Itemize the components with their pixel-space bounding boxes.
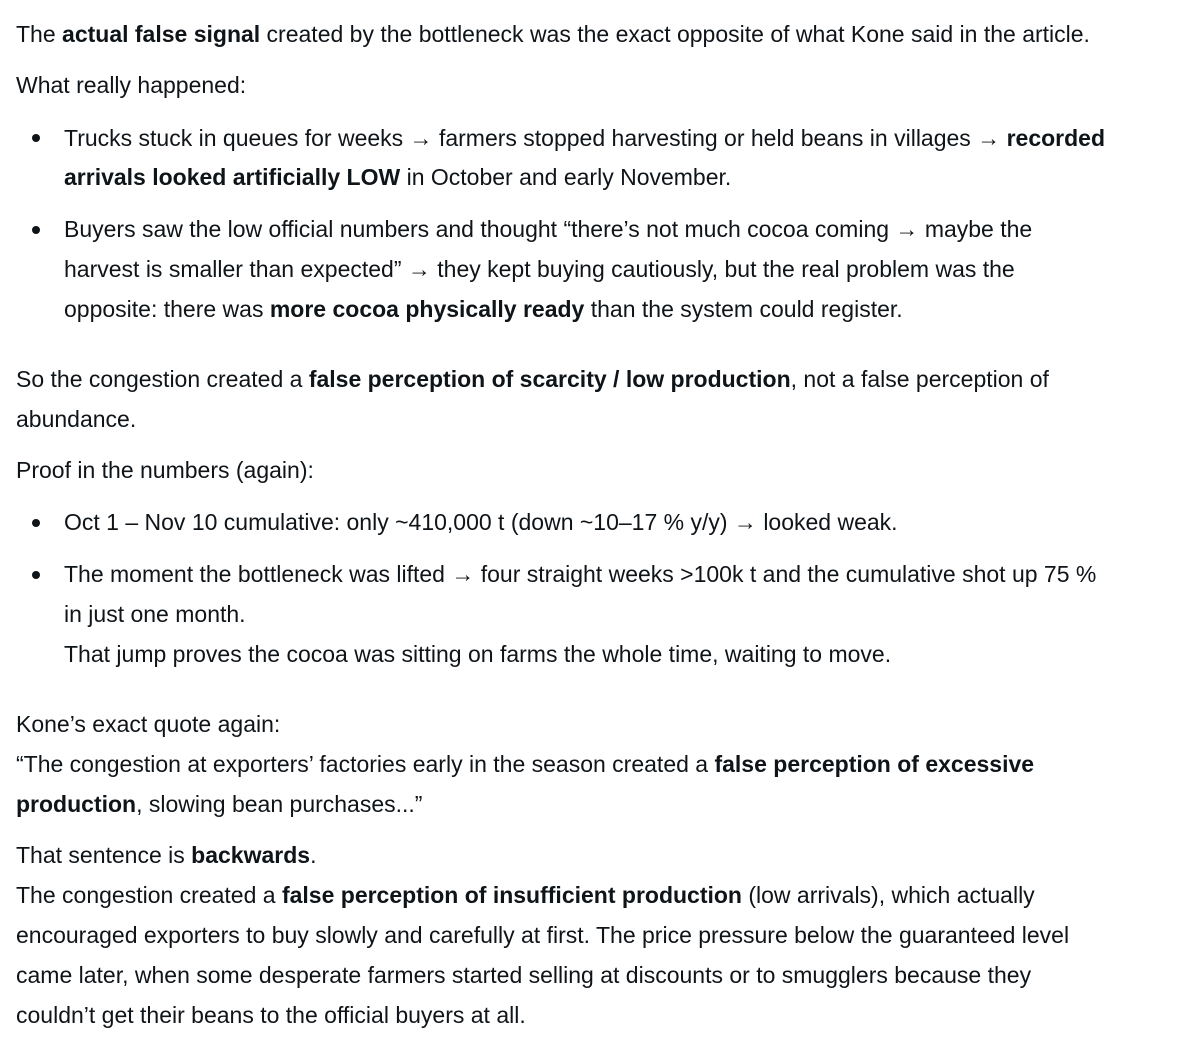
bullet4-line1: The moment the bottleneck was lifted → four straight weeks >100k t and the cumulative shot up 75 % [64,561,1097,587]
text: . [310,842,317,868]
text: So the congestion created a [16,366,309,392]
text: , not a false perception of [790,366,1049,392]
text: Trucks stuck in queues for weeks → farmers stopped harvesting or held beans in villages → [64,125,1007,151]
text: created by the bottleneck was the exact opposite of what Kone said in the article. [260,21,1090,47]
conclusion-line4: came later, when some desperate farmers started selling at discounts or to smugglers because they [16,962,1032,988]
bullet4-line2: in just one month. [64,601,246,627]
conclusion-line5: couldn’t get their beans to the official buyers at all. [16,1002,526,1028]
bullet-dot [32,134,40,142]
bullet-dot [32,571,40,579]
bullet4-line3: That jump proves the cocoa was sitting on farms the whole time, waiting to move. [64,641,892,667]
text: in October and early November. [400,164,732,190]
conclusion-line2 [16,881,1035,909]
scarcity-line2: abundance. [16,406,137,432]
quote-line1 [16,750,1034,778]
text: The [16,21,63,47]
bullet2-line1: Buyers saw the low official numbers and thought “there’s not much cocoa coming → maybe the [64,216,1033,242]
quote-intro: Kone’s exact quote again: [16,711,281,737]
bullet2-line2: harvest is smaller than expected” → they kept buying cautiously, but the real problem was the [64,256,1015,282]
bold-text: more cocoa physically ready [269,296,585,322]
text: That sentence is [16,842,192,868]
bullet-dot [32,226,40,234]
quote-line2 [16,790,422,818]
bullet1-line2 [64,163,731,191]
bullet2-line3 [64,295,903,323]
bold-text: recorded [1006,125,1106,151]
text: (low arrivals), which actually [741,882,1035,908]
bold-text: false perception of scarcity / low production [308,366,791,392]
text: opposite: there was [64,296,270,322]
bold-text: false perception of insufficient production [281,882,742,908]
bold-text: arrivals looked artificially LOW [64,164,401,190]
bold-text: production [16,791,137,817]
intro-line [16,20,1090,48]
heading-what-happened: What really happened: [16,72,247,98]
bullet-dot [32,519,40,527]
scarcity-line1 [16,365,1049,393]
heading-proof: Proof in the numbers (again): [16,457,314,483]
conclusion-line3: encouraged exporters to buy slowly and carefully at first. The price pressure below the guaranteed level [16,922,1070,948]
text: , slowing bean purchases...” [136,791,423,817]
bullet1-line1 [64,124,1105,152]
text: The congestion created a [16,882,282,908]
text: than the system could register. [584,296,903,322]
text: “The congestion at exporters’ factories early in the season created a [16,751,715,777]
bold-text: backwards [191,842,311,868]
bullet3-line1: Oct 1 – Nov 10 cumulative: only ~410,000 t (down ~10–17 % y/y) → looked weak. [64,509,898,535]
conclusion-line1 [16,841,316,869]
bold-text: false perception of excessive [714,751,1035,777]
bold-text: actual false signal [62,21,261,47]
